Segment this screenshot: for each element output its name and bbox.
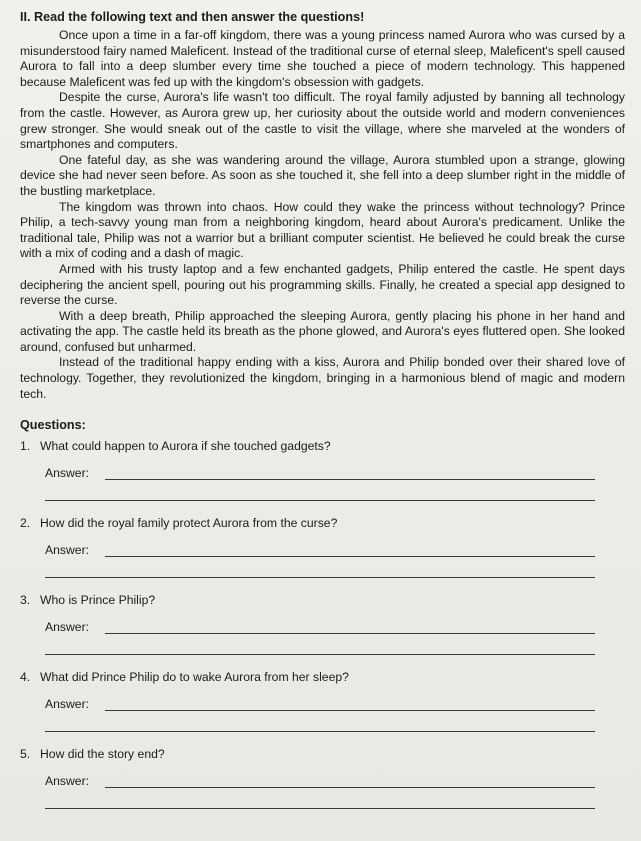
question-number: 1. xyxy=(20,439,31,454)
answer-line[interactable] xyxy=(105,619,595,634)
answer-line-2[interactable] xyxy=(45,721,595,732)
question-number: 4. xyxy=(20,670,31,685)
question-1 xyxy=(20,438,625,501)
story-paragraph-5: Armed with his trusty laptop and a few enchanted gadgets, Philip entered the castle. He spent days deciphering the ancient spell, pouring out his programming skills. Finally, he created a special app designed to reverse the curse. xyxy=(20,261,625,308)
answer-label: Answer: xyxy=(45,774,90,789)
question-number: 3. xyxy=(20,593,31,608)
answer-label: Answer: xyxy=(45,697,90,712)
answer-line-2[interactable] xyxy=(45,644,595,655)
question-3 xyxy=(20,592,625,655)
question-text: Who is Prince Philip? xyxy=(40,593,156,608)
question-number: 2. xyxy=(20,516,31,531)
answer-line-2[interactable] xyxy=(45,490,595,501)
question-5 xyxy=(20,746,625,809)
question-4 xyxy=(20,669,625,732)
answer-line[interactable] xyxy=(105,696,595,711)
story-paragraph-1: Once upon a time in a far-off kingdom, there was a young princess named Aurora who was cursed by a misunderstood fairy named Maleficent. Instead of the traditional curse of eternal sleep, Maleficent's spell caused Aurora to fall into a deep slumber every time she touched a piece of modern technology. This happened because Maleficent was fed up with the kingdom's obsession with gadgets. xyxy=(20,28,625,89)
story-paragraph-7: Instead of the traditional happy ending with a kiss, Aurora and Philip bonded over their shared love of technology. Together, they revolutionized the kingdom, bringing in a harmonious blend of magic and modern tech. xyxy=(20,355,625,401)
question-number: 5. xyxy=(20,747,31,762)
story-paragraph-3: One fateful day, as she was wandering around the village, Aurora stumbled upon a strange, glowing device she had never seen before. As soon as she touched it, she fell into a deep slumber right in the middle of the bustling marketplace. xyxy=(20,152,625,198)
story-paragraph-6: With a deep breath, Philip approached the sleeping Aurora, gently placing his phone in her hand and activating the app. The castle held its breath as the phone glowed, and Aurora's eyes fluttered open. She looked around, confused but unharmed. xyxy=(20,308,625,354)
answer-label: Answer: xyxy=(45,620,90,635)
answer-line[interactable] xyxy=(105,542,595,557)
story-text xyxy=(20,28,625,402)
question-text: What could happen to Aurora if she touched gadgets? xyxy=(40,439,331,454)
answer-label: Answer: xyxy=(45,543,90,558)
answer-line-2[interactable] xyxy=(45,798,595,809)
section-heading: II. Read the following text and then answer the questions! xyxy=(20,10,365,24)
answer-label: Answer: xyxy=(45,466,90,481)
question-text: How did the royal family protect Aurora from the curse? xyxy=(40,516,338,531)
story-paragraph-4: The kingdom was thrown into chaos. How could they wake the princess without technology? Prince Philip, a tech-savvy young man from a neighboring kingdom, heard about Aurora's predicament. Unlike the traditional tale, Philip was not a warrior but a brilliant computer scientist. He believed he could break the curse with a mix of coding and a dash of magic. xyxy=(20,199,625,261)
question-2 xyxy=(20,515,625,578)
answer-line[interactable] xyxy=(105,773,595,788)
questions-title: Questions: xyxy=(20,418,86,433)
answer-line[interactable] xyxy=(105,465,595,480)
answer-line-2[interactable] xyxy=(45,567,595,578)
story-paragraph-2: Despite the curse, Aurora's life wasn't too difficult. The royal family adjusted by banning all technology from the castle. However, as Aurora grew up, her curiosity about the outside world and modern conveniences grew stronger. She would sneak out of the castle to visit the village, where she marveled at the wonders of smartphones and computers. xyxy=(20,90,625,152)
question-text: How did the story end? xyxy=(40,747,165,762)
question-text: What did Prince Philip do to wake Aurora from her sleep? xyxy=(40,670,349,685)
